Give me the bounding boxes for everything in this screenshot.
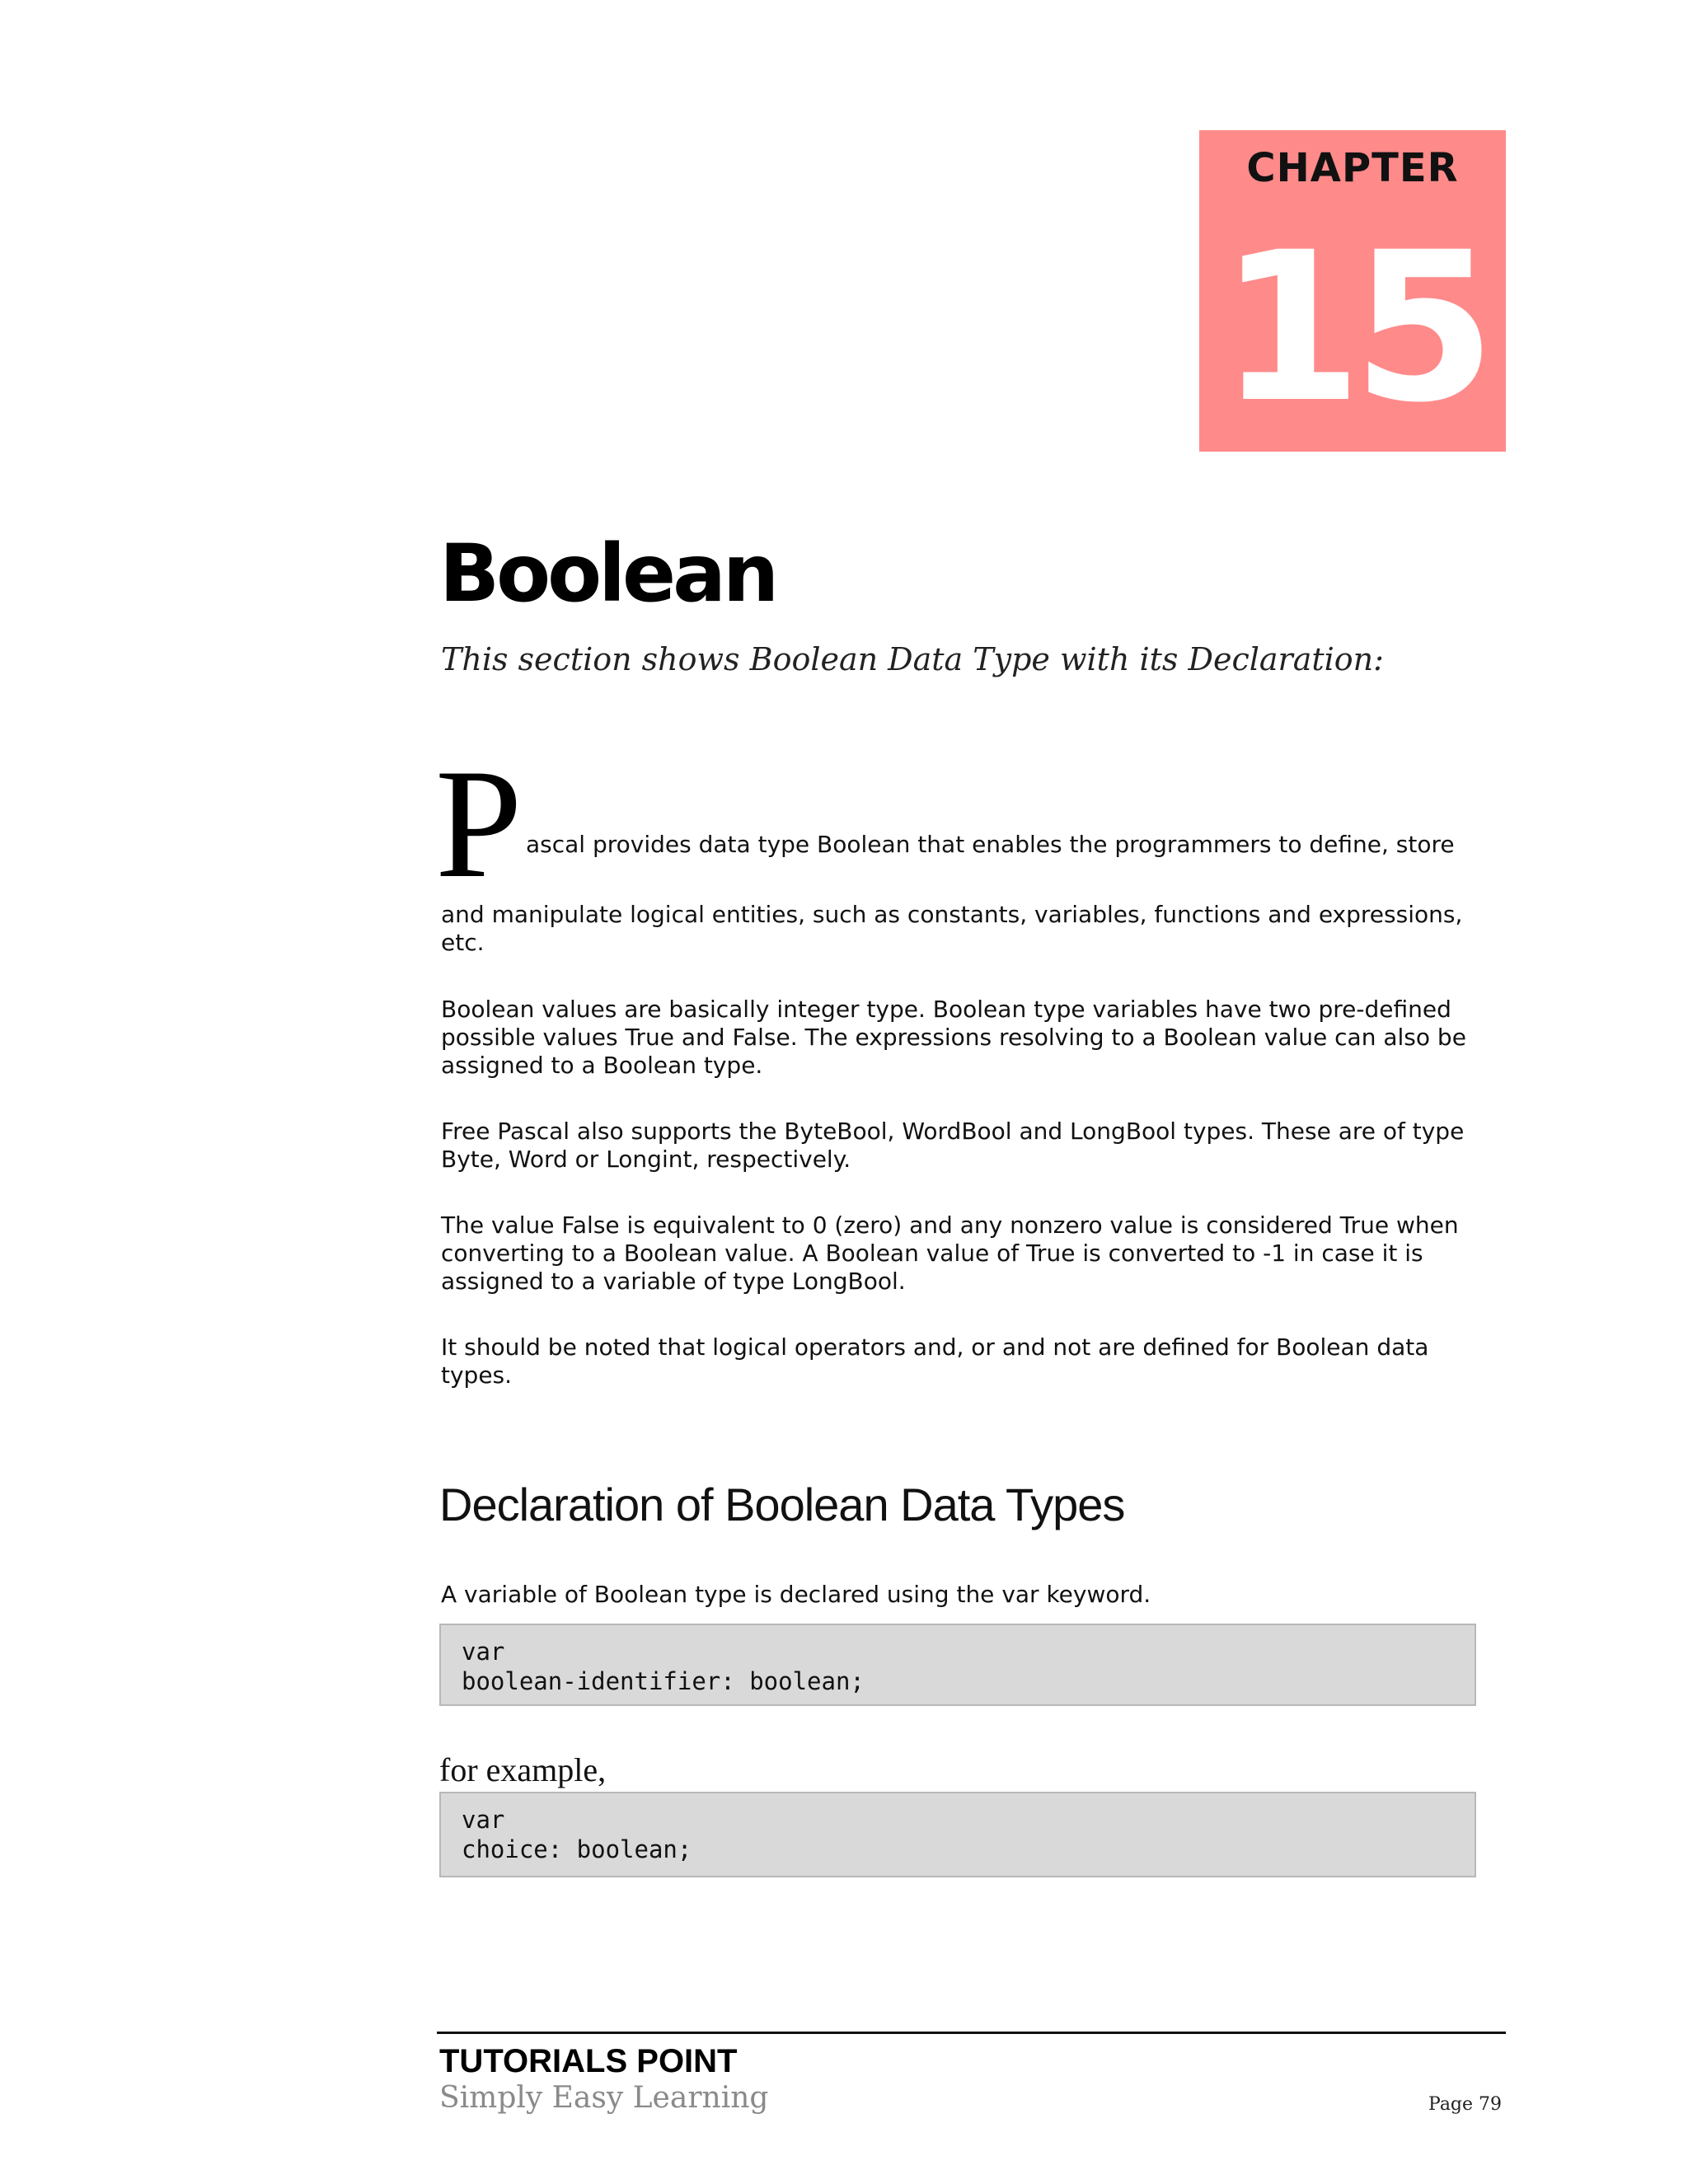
footer-brand: TUTORIALS POINT [439,2043,738,2079]
chapter-label: CHAPTER [1246,145,1459,191]
paragraph-free-pascal-types: Free Pascal also supports the ByteBool, WordBool and LongBool types. These are of type Byte, Word or Longint, respectively. [441,1118,1465,1173]
footer-divider [437,2032,1506,2034]
code-line: choice: boolean; [462,1835,692,1863]
chapter-badge [1199,130,1506,452]
page-number: Page 79 [1428,2094,1503,2115]
example-label: for example, [439,1751,607,1788]
code-line: boolean-identifier: boolean; [462,1667,865,1695]
code-block-example [439,1792,1476,1877]
footer-tagline: Simply Easy Learning [439,2081,769,2115]
intro-continuation: and manipulate logical entities, such as constants, variables, functions and expressions, etc. [441,901,1463,956]
section-heading: Declaration of Boolean Data Types [439,1479,1125,1530]
page-title: Boolean [439,527,776,620]
code-line: var [462,1806,505,1834]
intro-first-line: ascal provides data type Boolean that enables the programmers to define, store [526,831,1455,858]
paragraph-false-equivalence: The value False is equivalent to 0 (zero) and any nonzero value is considered True when converting to a Boolean value. A Boolean value of True is converted to -1 in case it is assigned to a variable of type LongBool. [441,1212,1459,1295]
paragraph-logical-operators: It should be noted that logical operators and, or and not are defined for Boolean data types. [441,1333,1429,1389]
drop-cap: P [435,738,523,911]
section-intro: A variable of Boolean type is declared using the var keyword. [441,1581,1151,1608]
chapter-number: 15 [1219,208,1486,448]
code-block-declaration [439,1624,1476,1706]
paragraph-boolean-values: Boolean values are basically integer type. Boolean type variables have two pre-defined possible values True and False. The expressions resolving to a Boolean value can also be assigned to a Boolean type. [441,996,1466,1079]
code-line: var [462,1638,505,1666]
page-subtitle: This section shows Boolean Data Type with its Declaration: [441,641,1384,677]
